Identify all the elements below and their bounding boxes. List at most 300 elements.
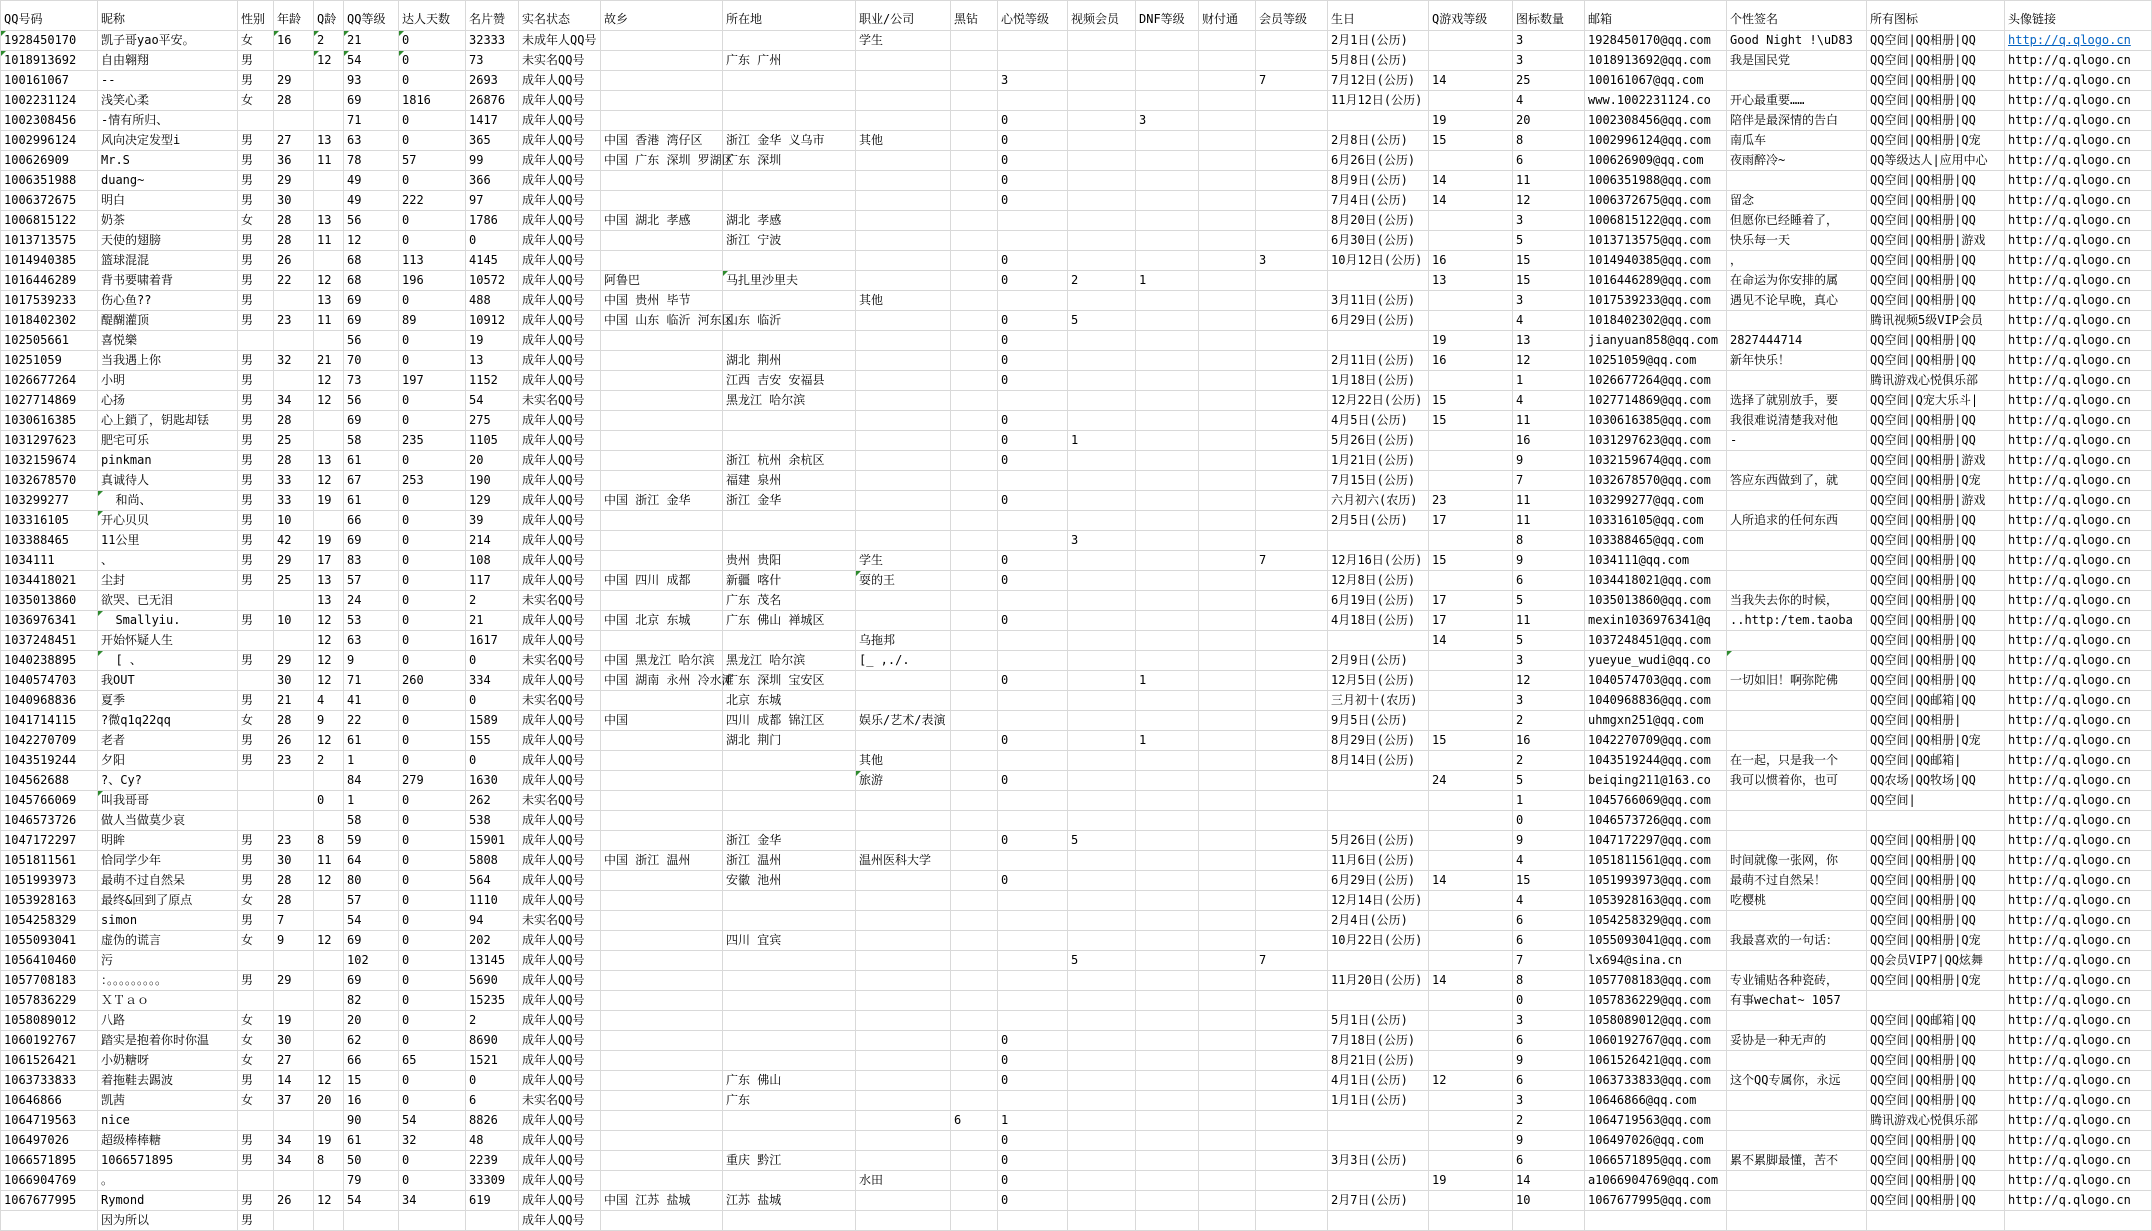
cell[interactable]: http://q.qlogo.cn — [2005, 91, 2152, 111]
cell[interactable] — [314, 111, 344, 131]
cell[interactable] — [1199, 231, 1256, 251]
cell[interactable]: 当我遇上你 — [98, 351, 238, 371]
cell[interactable]: 11月12日(公历) — [1328, 91, 1429, 111]
cell[interactable] — [723, 91, 856, 111]
cell[interactable] — [1199, 1211, 1256, 1231]
cell[interactable]: 100161067@qq.com — [1585, 71, 1727, 91]
cell[interactable] — [1429, 651, 1513, 671]
cell[interactable]: 0 — [399, 111, 466, 131]
cell[interactable]: 男 — [238, 1191, 274, 1211]
cell[interactable] — [1429, 531, 1513, 551]
cell[interactable] — [1136, 911, 1199, 931]
cell[interactable] — [1136, 831, 1199, 851]
cell[interactable] — [1199, 451, 1256, 471]
cell[interactable]: 5 — [1513, 771, 1585, 791]
cell[interactable]: 117 — [466, 571, 519, 591]
cell[interactable]: 3 — [1513, 211, 1585, 231]
cell[interactable] — [1199, 1111, 1256, 1131]
cell[interactable]: 因为所以 — [98, 1211, 238, 1231]
cell[interactable]: 24 — [344, 591, 399, 611]
cell[interactable]: 12月5日(公历) — [1328, 671, 1429, 691]
cell[interactable] — [1199, 991, 1256, 1011]
cell[interactable]: 乌拖邦 — [856, 631, 951, 651]
cell[interactable]: 15 — [1513, 251, 1585, 271]
cell[interactable] — [723, 111, 856, 131]
cell[interactable] — [1328, 1211, 1429, 1231]
cell[interactable] — [1199, 691, 1256, 711]
cell[interactable]: 0 — [399, 511, 466, 531]
cell[interactable]: 3 — [1513, 651, 1585, 671]
cell[interactable]: 黑龙江 哈尔滨 — [723, 651, 856, 671]
cell[interactable]: 27 — [274, 1051, 314, 1071]
cell[interactable]: 69 — [344, 931, 399, 951]
cell[interactable]: 1152 — [466, 371, 519, 391]
cell[interactable]: 30 — [274, 1031, 314, 1051]
cell[interactable] — [1727, 551, 1867, 571]
cell[interactable]: http://q.qlogo.cn — [2005, 231, 2152, 251]
cell[interactable] — [1136, 1131, 1199, 1151]
cell[interactable] — [1136, 291, 1199, 311]
cell[interactable]: 超级棒棒糖 — [98, 1131, 238, 1151]
cell[interactable]: 0 — [998, 571, 1068, 591]
cell[interactable]: 。 — [98, 1171, 238, 1191]
cell[interactable]: 25 — [274, 571, 314, 591]
cell[interactable]: 中国 广东 深圳 罗湖区 — [601, 151, 723, 171]
cell[interactable]: 1014940385@qq.com — [1585, 251, 1727, 271]
cell[interactable] — [1199, 151, 1256, 171]
cell[interactable]: QQ空间|QQ相册|QQ — [1867, 351, 2005, 371]
cell[interactable] — [1199, 111, 1256, 131]
cell[interactable] — [951, 991, 998, 1011]
column-header[interactable]: 性别 — [238, 1, 274, 31]
cell[interactable]: 1032159674 — [1, 451, 98, 471]
cell[interactable] — [1136, 691, 1199, 711]
cell[interactable]: 1045766069 — [1, 791, 98, 811]
cell[interactable]: 15 — [344, 1071, 399, 1091]
cell[interactable]: 0 — [466, 231, 519, 251]
cell[interactable]: 0 — [998, 831, 1068, 851]
cell[interactable] — [601, 911, 723, 931]
cell[interactable]: 1045766069@qq.com — [1585, 791, 1727, 811]
cell[interactable] — [723, 1011, 856, 1031]
cell[interactable]: http://q.qlogo.cn — [2005, 991, 2152, 1011]
cell[interactable] — [1199, 171, 1256, 191]
cell[interactable]: 男 — [238, 651, 274, 671]
cell[interactable] — [856, 111, 951, 131]
cell[interactable]: 1013713575 — [1, 231, 98, 251]
cell[interactable]: QQ空间|QQ相册|Q宠 — [1867, 971, 2005, 991]
cell[interactable]: 63 — [344, 131, 399, 151]
cell[interactable] — [1136, 431, 1199, 451]
cell[interactable]: 100626909 — [1, 151, 98, 171]
cell[interactable] — [856, 1011, 951, 1031]
cell[interactable] — [1199, 611, 1256, 631]
cell[interactable]: 0 — [998, 331, 1068, 351]
cell[interactable]: 1034111@qq.com — [1585, 551, 1727, 571]
cell[interactable]: 25 — [1513, 71, 1585, 91]
cell[interactable] — [601, 951, 723, 971]
cell[interactable] — [998, 991, 1068, 1011]
cell[interactable]: 0 — [998, 351, 1068, 371]
cell[interactable]: 28 — [274, 451, 314, 471]
cell[interactable]: 男 — [238, 251, 274, 271]
cell[interactable] — [951, 391, 998, 411]
cell[interactable]: 15 — [1429, 731, 1513, 751]
cell[interactable] — [856, 911, 951, 931]
cell[interactable]: 成年人QQ号 — [519, 1211, 601, 1231]
cell[interactable]: 9 — [344, 651, 399, 671]
cell[interactable]: 69 — [344, 91, 399, 111]
cell[interactable] — [951, 711, 998, 731]
cell[interactable]: http://q.qlogo.cn — [2005, 331, 2152, 351]
cell[interactable]: 0 — [314, 791, 344, 811]
cell[interactable] — [723, 1111, 856, 1131]
cell[interactable] — [1328, 111, 1429, 131]
cell[interactable] — [601, 551, 723, 571]
cell[interactable]: 老者 — [98, 731, 238, 751]
cell[interactable] — [238, 591, 274, 611]
cell[interactable] — [1429, 51, 1513, 71]
cell[interactable] — [951, 1051, 998, 1071]
cell[interactable]: 16 — [274, 31, 314, 51]
cell[interactable] — [1429, 1051, 1513, 1071]
cell[interactable]: QQ空间|QQ相册|QQ — [1867, 171, 2005, 191]
cell[interactable]: 22 — [344, 711, 399, 731]
cell[interactable]: 14 — [1429, 71, 1513, 91]
cell[interactable]: 1055093041 — [1, 931, 98, 951]
cell[interactable] — [723, 631, 856, 651]
cell[interactable]: 103316105 — [1, 511, 98, 531]
cell[interactable]: 男 — [238, 71, 274, 91]
cell[interactable]: 男 — [238, 531, 274, 551]
cell[interactable]: 34 — [399, 1191, 466, 1211]
cell[interactable]: 100161067 — [1, 71, 98, 91]
cell[interactable]: 2 — [1068, 271, 1136, 291]
cell[interactable]: 4 — [314, 691, 344, 711]
cell[interactable] — [856, 931, 951, 951]
cell[interactable]: http://q.qlogo.cn — [2005, 791, 2152, 811]
column-header[interactable]: QQ号码 — [1, 1, 98, 31]
cell[interactable]: 成年人QQ号 — [519, 251, 601, 271]
cell[interactable]: 8 — [1513, 131, 1585, 151]
cell[interactable] — [1136, 151, 1199, 171]
cell[interactable] — [856, 511, 951, 531]
cell[interactable]: 贵州 贵阳 — [723, 551, 856, 571]
cell[interactable]: 8826 — [466, 1111, 519, 1131]
cell[interactable]: ?、Cy? — [98, 771, 238, 791]
cell[interactable] — [1727, 571, 1867, 591]
cell[interactable]: 61 — [344, 491, 399, 511]
cell[interactable] — [723, 331, 856, 351]
cell[interactable] — [1727, 1111, 1867, 1131]
cell[interactable] — [951, 1011, 998, 1031]
cell[interactable] — [951, 1091, 998, 1111]
cell[interactable]: 5 — [1513, 591, 1585, 611]
cell[interactable]: 9 — [314, 711, 344, 731]
cell[interactable] — [601, 471, 723, 491]
column-header[interactable]: 邮箱 — [1585, 1, 1727, 31]
cell[interactable]: ＸＴａｏ — [98, 991, 238, 1011]
cell[interactable]: 20 — [466, 451, 519, 471]
cell[interactable]: http://q.qlogo.cn — [2005, 851, 2152, 871]
cell[interactable]: 1031297623@qq.com — [1585, 431, 1727, 451]
cell[interactable] — [238, 771, 274, 791]
cell[interactable]: 41 — [344, 691, 399, 711]
cell[interactable] — [856, 891, 951, 911]
cell[interactable]: 2月5日(公历) — [1328, 511, 1429, 531]
cell[interactable]: QQ空间|QQ相册|QQ — [1867, 271, 2005, 291]
cell[interactable] — [466, 1211, 519, 1231]
cell[interactable]: 成年人QQ号 — [519, 851, 601, 871]
cell[interactable] — [601, 631, 723, 651]
cell[interactable]: 小奶糖呀 — [98, 1051, 238, 1071]
cell[interactable]: 0 — [399, 491, 466, 511]
cell[interactable] — [1068, 591, 1136, 611]
cell[interactable] — [1068, 131, 1136, 151]
cell[interactable] — [1136, 891, 1199, 911]
cell[interactable]: 欲哭、已无泪 — [98, 591, 238, 611]
cell[interactable]: 2月7日(公历) — [1328, 1191, 1429, 1211]
cell[interactable] — [1199, 571, 1256, 591]
cell[interactable]: 93 — [344, 71, 399, 91]
cell[interactable]: 成年人QQ号 — [519, 971, 601, 991]
cell[interactable]: 成年人QQ号 — [519, 771, 601, 791]
cell[interactable]: 2 — [1513, 751, 1585, 771]
cell[interactable]: QQ空间|QQ邮箱|QQ — [1867, 691, 2005, 711]
cell[interactable] — [1256, 111, 1328, 131]
cell[interactable] — [1727, 711, 1867, 731]
cell[interactable]: 0 — [399, 831, 466, 851]
cell[interactable] — [951, 631, 998, 651]
cell[interactable] — [314, 771, 344, 791]
cell[interactable]: 3 — [1513, 51, 1585, 71]
cell[interactable]: 14 — [1429, 171, 1513, 191]
cell[interactable] — [1727, 1131, 1867, 1151]
cell[interactable] — [238, 111, 274, 131]
cell[interactable]: 2月8日(公历) — [1328, 131, 1429, 151]
cell[interactable]: 16 — [344, 1091, 399, 1111]
cell[interactable] — [601, 411, 723, 431]
cell[interactable]: QQ空间|QQ相册|Q宠 — [1867, 131, 2005, 151]
cell[interactable]: 29 — [274, 71, 314, 91]
cell[interactable]: 风向决定发型i — [98, 131, 238, 151]
cell[interactable]: 1067677995 — [1, 1191, 98, 1211]
cell[interactable]: 0 — [399, 551, 466, 571]
cell[interactable]: 6 — [1513, 151, 1585, 171]
cell[interactable] — [856, 811, 951, 831]
cell[interactable] — [1727, 951, 1867, 971]
cell[interactable]: 耍的王 — [856, 571, 951, 591]
cell[interactable]: 开始怀疑人生 — [98, 631, 238, 651]
cell[interactable] — [856, 831, 951, 851]
cell[interactable]: 37 — [274, 1091, 314, 1111]
cell[interactable] — [1256, 971, 1328, 991]
cell[interactable] — [1429, 951, 1513, 971]
cell[interactable]: 成年人QQ号 — [519, 1011, 601, 1031]
cell[interactable]: http://q.qlogo.cn — [2005, 111, 2152, 131]
cell[interactable]: -情有所归、 — [98, 111, 238, 131]
cell[interactable] — [314, 251, 344, 271]
cell[interactable]: 0 — [998, 151, 1068, 171]
cell[interactable]: 0 — [399, 451, 466, 471]
cell[interactable]: 103388465@qq.com — [1585, 531, 1727, 551]
cell[interactable] — [601, 871, 723, 891]
cell[interactable]: QQ空间|QQ相册|QQ — [1867, 211, 2005, 231]
cell[interactable]: 中国 — [601, 711, 723, 731]
cell[interactable]: 8月9日(公历) — [1328, 171, 1429, 191]
cell[interactable]: 成年人QQ号 — [519, 531, 601, 551]
cell[interactable]: 13145 — [466, 951, 519, 971]
cell[interactable]: 214 — [466, 531, 519, 551]
cell[interactable]: http://q.qlogo.cn — [2005, 751, 2152, 771]
cell[interactable]: 19 — [274, 1011, 314, 1031]
cell[interactable] — [951, 331, 998, 351]
cell[interactable] — [1328, 791, 1429, 811]
cell[interactable]: 0 — [399, 411, 466, 431]
cell[interactable]: 1054258329@qq.com — [1585, 911, 1727, 931]
cell[interactable] — [1199, 531, 1256, 551]
cell[interactable]: 1006372675@qq.com — [1585, 191, 1727, 211]
cell[interactable]: http://q.qlogo.cn — [2005, 871, 2152, 891]
cell[interactable]: 0 — [466, 1071, 519, 1091]
cell[interactable]: 1018913692@qq.com — [1585, 51, 1727, 71]
cell[interactable]: 成年人QQ号 — [519, 571, 601, 591]
cell[interactable]: 3 — [1513, 691, 1585, 711]
cell[interactable] — [314, 191, 344, 211]
cell[interactable] — [856, 91, 951, 111]
cell[interactable] — [314, 951, 344, 971]
cell[interactable]: QQ空间|QQ相册|QQ — [1867, 591, 2005, 611]
cell[interactable] — [1136, 651, 1199, 671]
cell[interactable]: [ 、 — [98, 651, 238, 671]
cell[interactable]: 13 — [314, 451, 344, 471]
cell[interactable]: 湖北 孝感 — [723, 211, 856, 231]
cell[interactable] — [601, 991, 723, 1011]
cell[interactable]: 14 — [1513, 1171, 1585, 1191]
cell[interactable]: 男 — [238, 271, 274, 291]
cell[interactable]: 成年人QQ号 — [519, 731, 601, 751]
cell[interactable]: http://q.qlogo.cn — [2005, 471, 2152, 491]
cell[interactable] — [856, 951, 951, 971]
cell[interactable]: 13 — [314, 211, 344, 231]
cell[interactable]: 106497026 — [1, 1131, 98, 1151]
cell[interactable]: 1002308456@qq.com — [1585, 111, 1727, 131]
cell[interactable]: 最终&回到了原点 — [98, 891, 238, 911]
cell[interactable] — [1199, 831, 1256, 851]
cell[interactable]: 6 — [1513, 931, 1585, 951]
cell[interactable]: 成年人QQ号 — [519, 411, 601, 431]
cell[interactable] — [1256, 211, 1328, 231]
cell[interactable]: 浅笑心柔 — [98, 91, 238, 111]
cell[interactable] — [951, 111, 998, 131]
cell[interactable]: 14 — [1429, 971, 1513, 991]
cell[interactable]: 其他 — [856, 751, 951, 771]
cell[interactable] — [1429, 791, 1513, 811]
cell[interactable] — [951, 1211, 998, 1231]
cell[interactable] — [1727, 1211, 1867, 1231]
cell[interactable]: 男 — [238, 311, 274, 331]
cell[interactable]: 71 — [344, 671, 399, 691]
cell[interactable]: - — [1727, 431, 1867, 451]
cell[interactable]: 12 — [314, 271, 344, 291]
cell[interactable]: 1040238895 — [1, 651, 98, 671]
cell[interactable] — [1256, 131, 1328, 151]
cell[interactable] — [1136, 771, 1199, 791]
cell[interactable]: http://q.qlogo.cn — [2005, 611, 2152, 631]
cell[interactable] — [856, 411, 951, 431]
cell[interactable] — [1136, 551, 1199, 571]
cell[interactable]: http://q.qlogo.cn — [2005, 951, 2152, 971]
cell[interactable]: 1035013860 — [1, 591, 98, 611]
cell[interactable]: 24 — [1429, 771, 1513, 791]
cell[interactable]: 0 — [998, 771, 1068, 791]
cell[interactable]: QQ空间|QQ相册|QQ — [1867, 551, 2005, 571]
cell[interactable] — [601, 891, 723, 911]
cell[interactable] — [1136, 31, 1199, 51]
cell[interactable]: 0 — [399, 971, 466, 991]
cell[interactable]: 醍醐灌顶 — [98, 311, 238, 331]
cell[interactable]: 0 — [998, 171, 1068, 191]
cell[interactable]: 3 — [1256, 251, 1328, 271]
cell[interactable] — [856, 311, 951, 331]
cell[interactable]: http://q.qlogo.cn — [2005, 691, 2152, 711]
cell[interactable] — [1136, 1071, 1199, 1091]
cell[interactable]: 11 — [1513, 611, 1585, 631]
cell[interactable]: 腾讯视频5级VIP会员 — [1867, 311, 2005, 331]
cell[interactable] — [1199, 31, 1256, 51]
cell[interactable]: 未成年人QQ号 — [519, 31, 601, 51]
cell[interactable]: 10 — [274, 611, 314, 631]
cell[interactable]: QQ空间|QQ相册|QQ — [1867, 1191, 2005, 1211]
cell[interactable] — [1199, 771, 1256, 791]
cell[interactable]: 82 — [344, 991, 399, 1011]
cell[interactable]: 1016446289@qq.com — [1585, 271, 1727, 291]
cell[interactable]: 1066904769 — [1, 1171, 98, 1191]
cell[interactable]: 0 — [998, 671, 1068, 691]
cell[interactable]: 14 — [1429, 191, 1513, 211]
cell[interactable]: 0 — [399, 711, 466, 731]
cell[interactable] — [238, 1111, 274, 1131]
cell[interactable]: 0 — [998, 431, 1068, 451]
column-header[interactable]: 会员等级 — [1256, 1, 1328, 31]
cell[interactable]: 102505661 — [1, 331, 98, 351]
cell[interactable] — [1727, 371, 1867, 391]
cell[interactable] — [1068, 1211, 1136, 1231]
cell[interactable]: 成年人QQ号 — [519, 431, 601, 451]
cell[interactable]: 9 — [1513, 451, 1585, 471]
cell[interactable]: 男 — [238, 731, 274, 751]
cell[interactable] — [601, 511, 723, 531]
cell[interactable]: 0 — [998, 111, 1068, 131]
cell[interactable] — [1429, 371, 1513, 391]
cell[interactable] — [1256, 1011, 1328, 1031]
cell[interactable]: 1051993973 — [1, 871, 98, 891]
cell[interactable] — [1199, 191, 1256, 211]
cell[interactable] — [1136, 751, 1199, 771]
cell[interactable]: www.1002231124.co — [1585, 91, 1727, 111]
cell[interactable]: http://q.qlogo.cn — [2005, 651, 2152, 671]
cell[interactable]: 成年人QQ号 — [519, 1151, 601, 1171]
cell[interactable] — [856, 151, 951, 171]
cell[interactable]: 54 — [466, 391, 519, 411]
cell[interactable]: 0 — [998, 1171, 1068, 1191]
cell[interactable] — [1136, 1191, 1199, 1211]
cell[interactable] — [1068, 291, 1136, 311]
cell[interactable] — [1136, 571, 1199, 591]
cell[interactable] — [399, 1211, 466, 1231]
cell[interactable]: 男 — [238, 151, 274, 171]
cell[interactable]: 0 — [998, 131, 1068, 151]
